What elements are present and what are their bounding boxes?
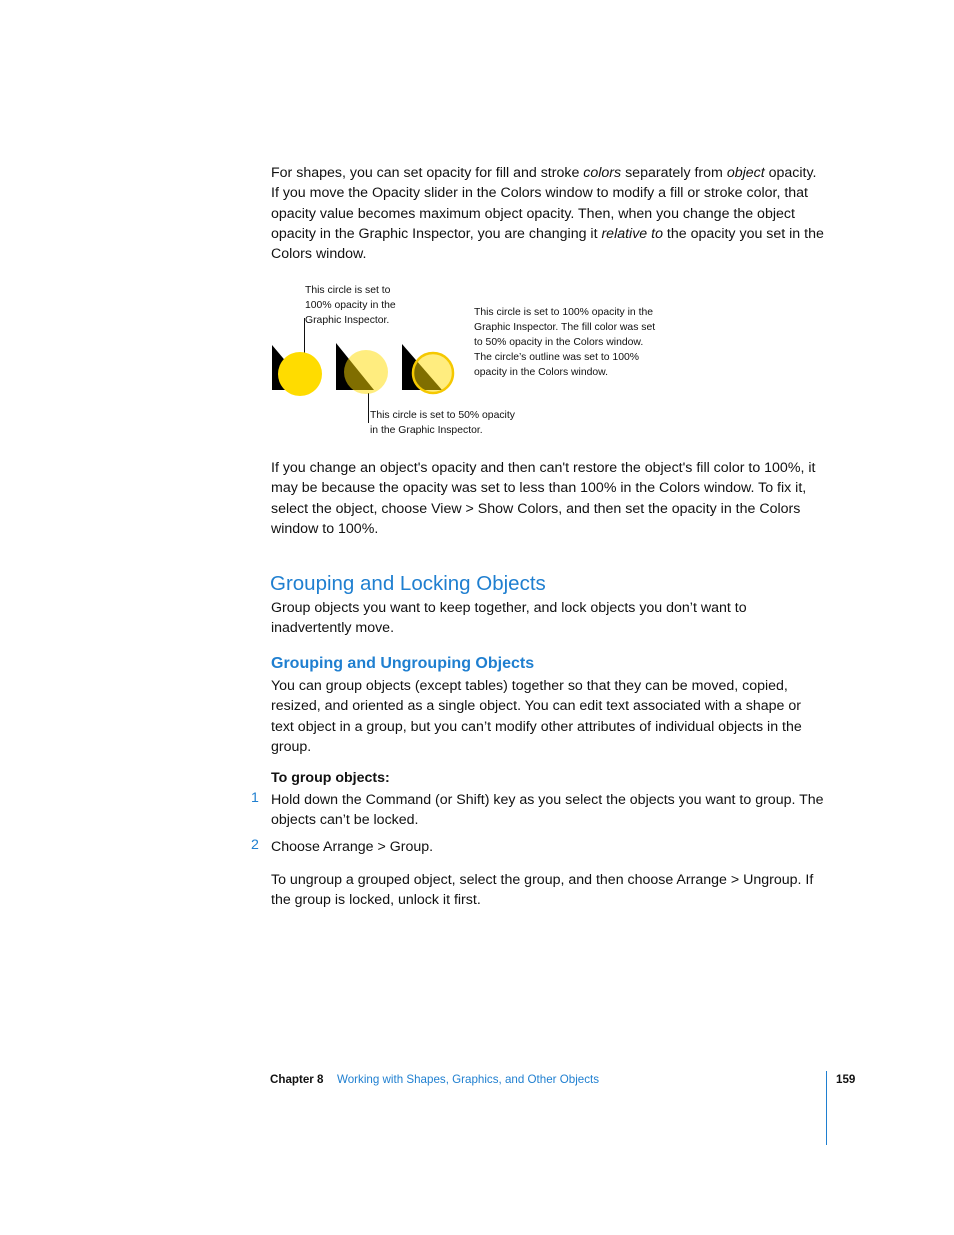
page-number: 159 [836,1073,856,1086]
intro-emphasis-relative: relative to [601,225,663,242]
caption-right-line: The circle’s outline was set to 100% [474,352,639,363]
footer-divider [826,1071,827,1145]
footer-chapter: Chapter 8 [270,1073,324,1086]
footer-chapter-title: Working with Shapes, Graphics, and Other Objects [337,1073,600,1086]
intro-text-3: opacity. If you move the Opacity slider in the Colors window to modify a fill or stroke color, that opacity value becomes maximum object opacity. Then, when you change the object opacity in the Graphic Inspector, you are changing it [271,165,817,242]
caption-bottom-line: This circle is set to 50% opacity [370,410,515,421]
circle-full-opacity [278,352,322,396]
circle-outlined [413,353,453,393]
section-heading: Grouping and Locking Objects [270,572,546,595]
step-number: 2 [251,837,259,853]
caption-right-line: to 50% opacity in the Colors window. [474,337,644,348]
circle-half-opacity [344,350,388,394]
caption-bottom-line: in the Graphic Inspector. [370,425,483,436]
subsection-body: You can group objects (except tables) together so that they can be moved, copied, resized, and oriented as a single object. You can edit text associated with a shape or text object in a group, but you can’t modify other attributes of individual objects in the group. [271,678,802,755]
step-text: Choose Arrange > Group. [271,839,434,855]
opacity-paragraph: If you change an object's opacity and then can't restore the object's fill color to 100%, it may be because the opacity was set to less than 100% in the Colors window. To fix it, select the object, choose View > Show Colors, and then set the opacity in the Colors window to 100%. [271,460,816,537]
intro-text-1: For shapes, you can set opacity for fill and stroke [271,165,584,181]
ungroup-paragraph: To ungroup a grouped object, select the group, and then choose Arrange > Ungroup. If the group is locked, unlock it first. [271,872,814,909]
caption-right-line: opacity in the Colors window. [474,367,608,378]
intro-text-2: separately from [621,165,727,181]
caption-left-line: Graphic Inspector. [305,315,390,326]
intro-paragraph [271,163,827,264]
step-text: Hold down the Command (or Shift) key as you select the objects you want to group. The objects can’t be locked. [271,792,824,829]
caption-right [474,305,674,380]
step-number: 1 [251,790,259,806]
caption-right-line: Graphic Inspector. The fill color was set [474,322,656,333]
opacity-figure [270,340,470,400]
section-intro: Group objects you want to keep together, and lock objects you don’t want to inadvertently move. [271,600,747,637]
caption-left-line: This circle is set to [305,285,391,296]
intro-emphasis-colors: colors [583,165,622,181]
subsection-heading: Grouping and Ungrouping Objects [271,655,535,672]
caption-bottom [370,408,550,438]
caption-left-line: 100% opacity in the [305,300,396,311]
caption-right-line: This circle is set to 100% opacity in the [474,307,654,318]
caption-left [305,283,445,328]
intro-emphasis-object: object [726,165,765,181]
intro-text-4: the opacity you set in the Colors window. [271,225,824,263]
procedure-title: To group objects: [271,770,390,786]
